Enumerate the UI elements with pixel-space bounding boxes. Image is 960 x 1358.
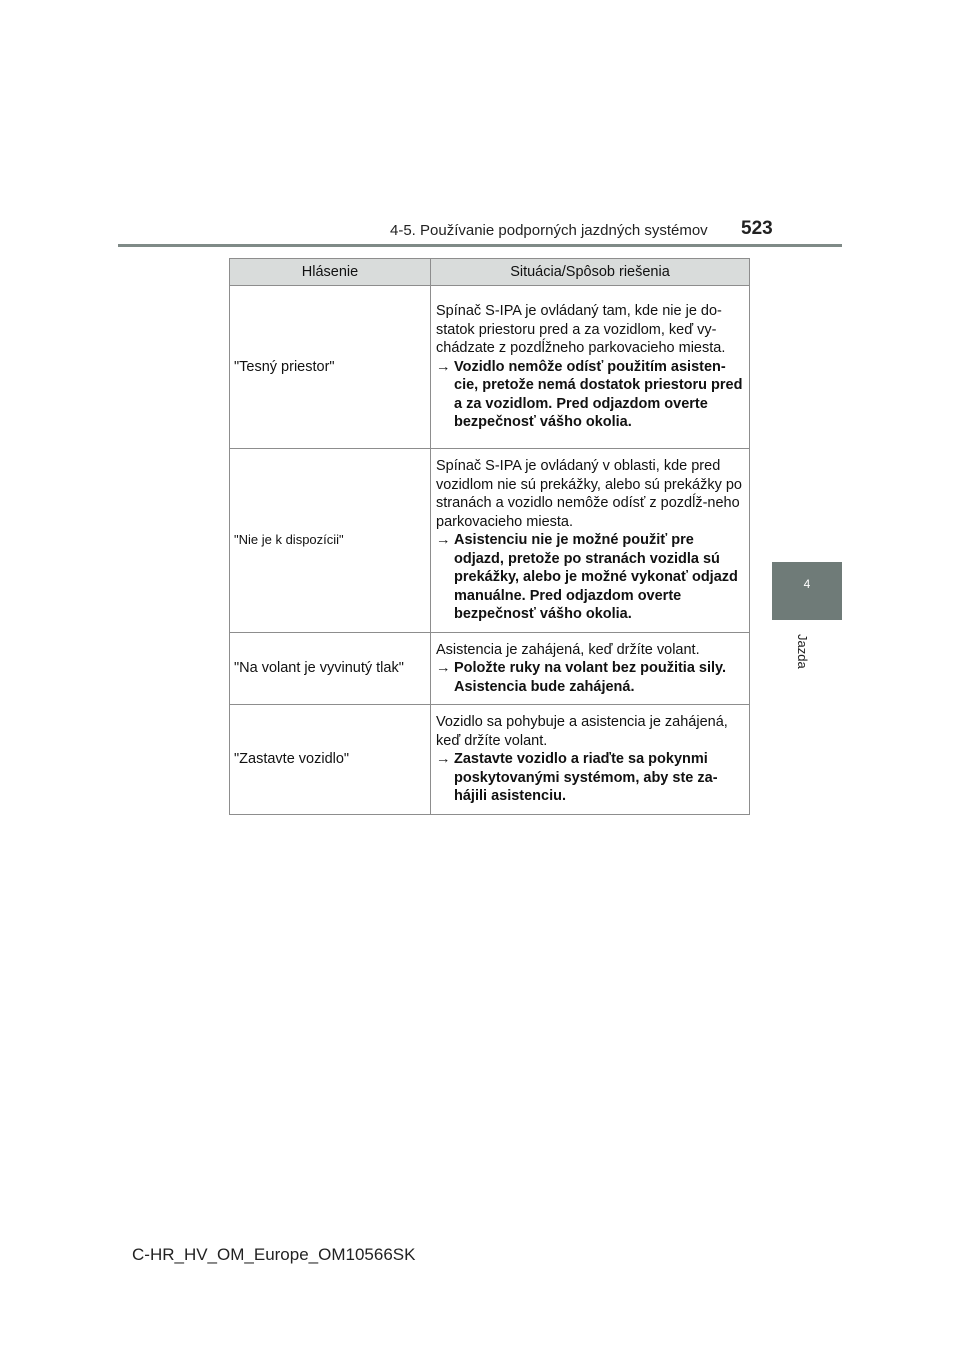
situation-cell [431,705,750,815]
action-text: Zastavte vozidlo a riaďte sa pokynmi poskytovanými systémom, aby ste za-hájili asistenciu. [454,751,718,804]
section-title: 4-5. Používanie podporných jazdných systémov [390,222,708,239]
action-line [436,531,743,624]
situation-text: Vozidlo sa pohybuje a asistencia je zahájená, keď držíte volant. [436,714,728,749]
arrow-icon: → [436,532,451,548]
message-cell: "Tesný priestor" [230,286,431,449]
situation-cell [431,632,750,705]
message-cell: "Na volant je vyvinutý tlak" [230,632,431,705]
situation-text: Spínač S-IPA je ovládaný v oblasti, kde pred vozidlom nie sú prekážky, alebo sú prekážky po stranách a vozidlo nemôže odísť z pozdĺž-neho parkovacieho miesta. [436,458,742,530]
table-row [230,632,750,705]
action-line [436,750,743,806]
arrow-icon: → [436,660,451,676]
action-text: Asistenciu nie je možné použiť pre odjazd, pretože po stranách vozidla sú prekážky, alebo je možné vykonať odjazd manuálne. Pred odjazdom overte bezpečnosť vášho okolia. [454,532,738,622]
situation-cell [431,286,750,449]
situation-text: Asistencia je zahájená, keď držíte volant. [436,641,700,658]
page-number: 523 [741,218,773,239]
action-text: Vozidlo nemôže odísť použitím asisten-cie, pretože nemá dostatok priestoru pred a za vozidlom. Pred odjazdom overte bezpečnosť vášho okolia. [454,358,743,431]
chapter-label: Jazda [795,634,810,669]
header-divider [118,244,842,247]
table-row [230,449,750,633]
arrow-icon: → [436,751,451,767]
table-row [230,705,750,815]
message-table [229,258,750,815]
action-line [436,659,743,696]
table-header-row [230,259,750,286]
column-header-message: Hlásenie [230,259,431,286]
action-line [436,358,743,432]
situation-text: Spínač S-IPA je ovládaný tam, kde nie je do-statok priestoru pred a za vozidlom, keď vy-chádzate z pozdĺžneho parkovacieho miesta. [436,303,726,357]
chapter-tab: 4 [772,562,842,620]
table-row [230,286,750,449]
situation-cell [431,449,750,633]
arrow-icon: → [436,358,451,375]
action-text: Položte ruky na volant bez použitia sily. Asistencia bude zahájená. [454,660,727,695]
column-header-situation: Situácia/Spôsob riešenia [431,259,750,286]
message-cell: "Zastavte vozidlo" [230,705,431,815]
message-cell: "Nie je k dispozícii" [230,449,431,633]
document-code: C-HR_HV_OM_Europe_OM10566SK [132,1245,416,1264]
